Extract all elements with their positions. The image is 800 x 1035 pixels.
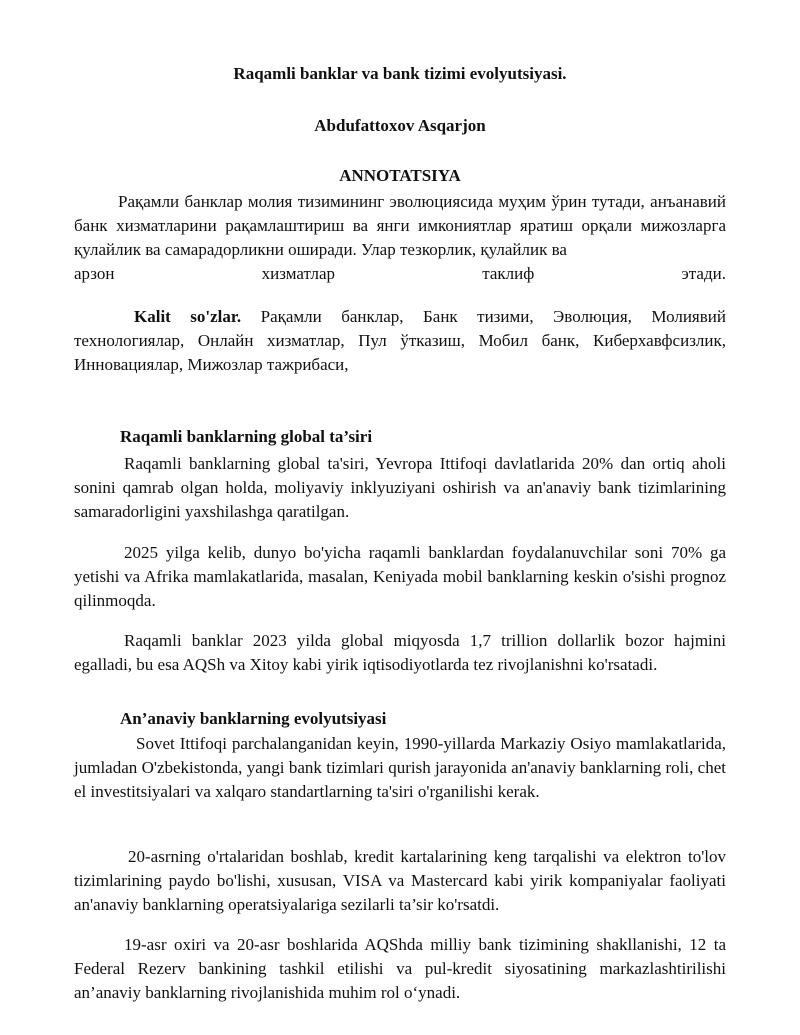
- document-title: Raqamli banklar va bank tizimi evolyutsiyasi.: [233, 64, 567, 83]
- keywords-text: Рақамли банклар, Банк тизими, Эволюция, Молиявий технологиялар, Онлайн хизматлар, Пул ўтказиш, Мобил банк, Киберхавфсизлик, Инновациялар, Мижозлар тажрибаси,: [74, 307, 726, 374]
- paragraph-text: Raqamli banklarning global ta'siri, Yevropa Ittifoqi davlatlarida 20% dan ortiq aholi sonini qamrab olgan holda, moliyaviy inklyuziyani oshirish va an'anaviy bank tizimlarining samaradorligini yaxshilashga qaratilgan.: [74, 454, 726, 521]
- annotation-last-line: [74, 262, 726, 286]
- annotation-word: арзон: [74, 264, 115, 283]
- annotation-paragraph: [74, 190, 726, 262]
- paragraph-text: 2025 yilga kelib, dunyo bo'yicha raqamli banklardan foydalanuvchilar soni 70% ga yetishi va Afrika mamlakatlarida, masalan, Keniyada mobil banklarning keskin o'sishi prognoz qilinmoqda.: [74, 543, 726, 610]
- paragraph-text: Raqamli banklar 2023 yilda global miqyosda 1,7 trillion dollarlik bozor hajmini egalladi, bu esa AQSh va Xitoy kabi yirik iqtisodiyotlarda tez rivojlanishni ko'rsatadi.: [74, 631, 726, 674]
- annotation-heading: ANNOTATSIYA: [339, 166, 461, 185]
- paragraph-text: 19-asr oxiri va 20-asr boshlarida AQShda milliy bank tizimining shakllanishi, 12 ta Federal Rezerv bankining tashkil etilishi va pul-kredit siyosatining markazlashtirilishi an’anaviy banklarning rivojlanishida muhim rol o‘ynadi.: [74, 935, 726, 1002]
- annotation-word: таклиф: [482, 264, 535, 283]
- annotation-text: Рақамли банклар молия тизимининг эволюциясида муҳим ўрин тутади, анъанавий банк хизматларини рақамлаштириш ва янги имкониятлар яратиш орқали мижозларга қулайлик ва самарадорликни оширади. Улар тезкорлик, қулайлик ва: [74, 192, 726, 259]
- section2-paragraph-3: [74, 933, 726, 1005]
- paragraph-text: Sovet Ittifoqi parchalanganidan keyin, 1990-yillarda Markaziy Osiyo mamlakatlarida, jumladan O'zbekistonda, yangi bank tizimlari qurish jarayonida an'anaviy banklarning roli, chet el investitsiyalari va xalqaro standartlarning ta'siri o'rganilishi kerak.: [74, 734, 726, 801]
- keywords-paragraph: [74, 305, 726, 377]
- paragraph-text: 20-asrning o'rtalaridan boshlab, kredit kartalarining keng tarqalishi va elektron to'lov tizimlarining paydo bo'lishi, xususan, VISA va Mastercard kabi yirik kompaniyalar faoliyati an'anaviy banklarning operatsiyalariga sezilarli ta’sir ko'rsatdi.: [74, 847, 726, 914]
- section1-paragraph-2: [74, 541, 726, 613]
- section2-paragraph-2: [74, 845, 726, 917]
- annotation-word: хизматлар: [261, 264, 336, 283]
- section1-paragraph-3: [74, 629, 726, 677]
- section2-paragraph-1: [74, 732, 726, 804]
- author-name: Abdufattoxov Asqarjon: [314, 116, 486, 135]
- keywords-label: Kalit so'zlar.: [134, 307, 242, 326]
- section-heading-evolution: An’anaviy banklarning evolyutsiyasi: [120, 709, 387, 728]
- annotation-word: этади.: [681, 264, 726, 283]
- section-heading-global: Raqamli banklarning global ta’siri: [120, 427, 373, 446]
- section1-paragraph-1: [74, 452, 726, 524]
